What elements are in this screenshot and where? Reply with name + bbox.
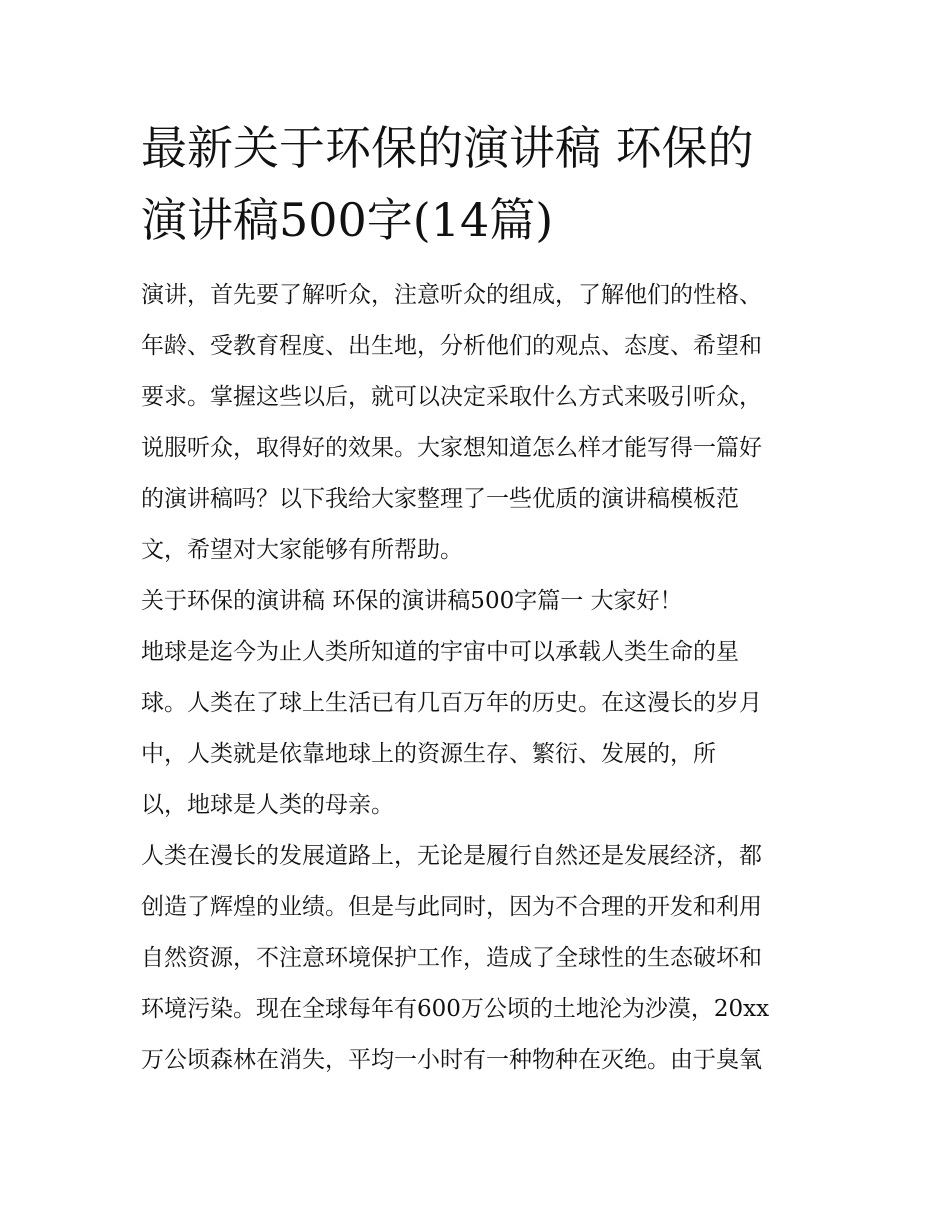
text-line: 中，人类就是依靠地球上的资源生存、繁衍、发展的，所 [141,741,716,767]
text-line: 演讲，首先要了解听众，注意听众的组成，了解他们的性格、 [141,282,762,308]
text-line: 关于环保的演讲稿 环保的演讲稿500字篇一 大家好！ [141,588,683,614]
text-line: 说服听众，取得好的效果。大家想知道怎么样才能写得一篇好 [141,435,762,461]
body-paragraph [141,831,813,1086]
title-line: 演讲稿500字(14篇) [141,193,554,247]
text-line: 人类在漫长的发展道路上，无论是履行自然还是发展经济，都 [141,843,762,869]
text-line: 年龄、受教育程度、出生地，分析他们的观点、态度、希望和 [141,333,762,359]
section-heading-paragraph [141,576,813,627]
text-line: 自然资源，不注意环境保护工作，造成了全球性的生态破坏和 [141,945,762,971]
text-line: 地球是迄今为止人类所知道的宇宙中可以承载人类生命的星 [141,639,739,665]
text-line: 以，地球是人类的母亲。 [141,792,394,818]
text-line: 创造了辉煌的业绩。但是与此同时，因为不合理的开发和利用 [141,894,762,920]
intro-paragraph [141,270,813,576]
text-line: 万公顷森林在消失，平均一小时有一种物种在灭绝。由于臭氧 [141,1047,762,1073]
text-line: 要求。掌握这些以后，就可以决定采取什么方式来吸引听众， [141,384,762,410]
document-page [141,112,813,1086]
text-line: 的演讲稿吗？以下我给大家整理了一些优质的演讲稿模板范 [141,486,739,512]
text-line: 文，希望对大家能够有所帮助。 [141,537,463,563]
document-title [141,112,813,256]
body-paragraph [141,627,813,831]
text-line: 环境污染。现在全球每年有600万公顷的土地沦为沙漠，20xx [141,996,770,1022]
title-line: 最新关于环保的演讲稿 环保的 [141,121,754,175]
text-line: 球。人类在了球上生活已有几百万年的历史。在这漫长的岁月 [141,690,762,716]
